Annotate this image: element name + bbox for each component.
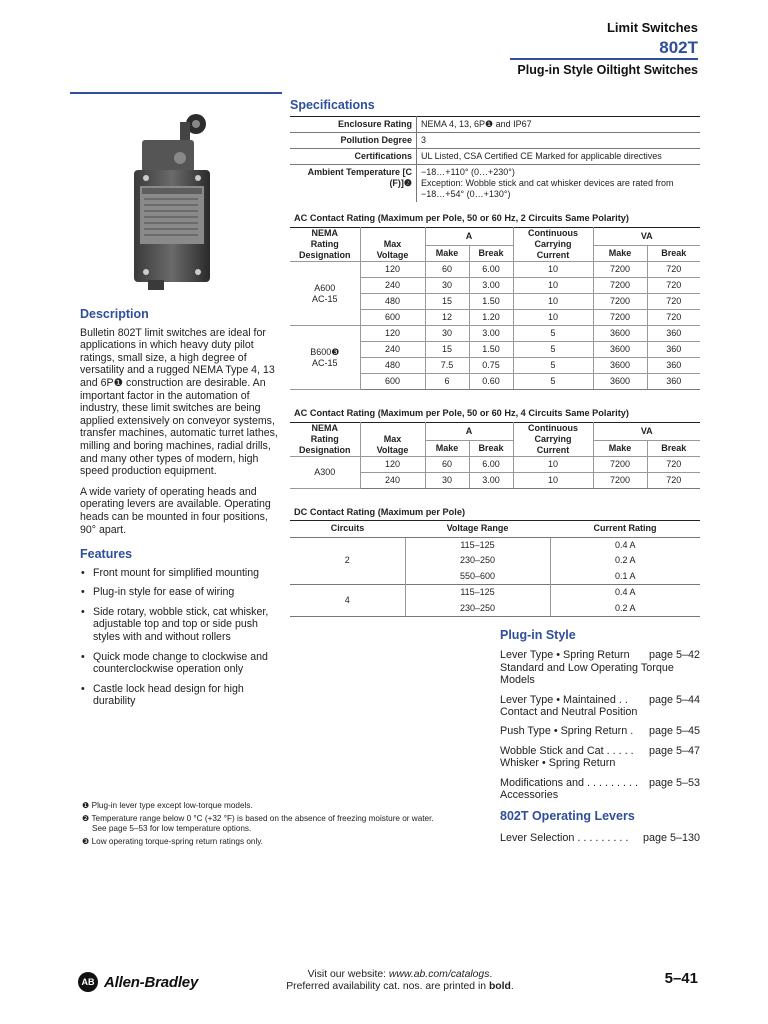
specifications-table (290, 116, 700, 202)
table-row: 600 12 1.20 10 7200 720 (290, 310, 700, 326)
description-paragraph: A wide variety of operating heads and operating levers are available. Operating heads can be mounted in four positions, 90° apart. (80, 485, 271, 536)
specifications-heading: Specifications (290, 98, 375, 112)
col-circuits: Circuits (290, 521, 405, 538)
list-item: • Plug-in style for ease of wiring (80, 586, 280, 599)
header-category: Limit Switches (606, 20, 698, 35)
table-row: 240 30 3.00 10 7200 720 (290, 473, 700, 489)
plugin-style-heading: Plug-in Style (500, 628, 576, 642)
group-a300: A300 (290, 457, 360, 489)
col-break: Break (469, 441, 513, 457)
dc-table (290, 520, 700, 617)
spec-value: 3 (417, 133, 701, 149)
ac4-caption: AC Contact Rating (Maximum per Pole, 50 or 60 Hz, 4 Circuits Same Polarity) (294, 408, 629, 418)
spec-label: Pollution Degree (290, 133, 417, 149)
table-row: 550–600 0.1 A (290, 569, 700, 585)
col-va: VA (593, 228, 700, 246)
list-item: • Side rotary, wobble stick, cat whisker, adjustable top and top or side push styles with and without rollers (80, 606, 280, 644)
table-row: 600 6 0.60 5 3600 360 (290, 374, 700, 390)
spec-row (290, 165, 700, 203)
col-break: Break (647, 246, 700, 262)
description-paragraph: Bulletin 802T limit switches are ideal for applications in which heavy duty pilot ratings, small size, a high degree of versatility and a rugged NEMA Type 4, 13 and 6P❶ construction are desirable. An important factor in the automation of industry, these limit switches are being applied extensively on conveyor systems, transfer machines, automatic turret lathes, milling and boring machines, radial drills, and many other types of modern, high speed production equipment. (80, 326, 278, 478)
brand-name: Allen-Bradley (104, 973, 199, 991)
ac4-table (290, 422, 700, 489)
table-row: 4 115–125 0.4 A (290, 585, 700, 601)
header-subtitle: Plug-in Style Oiltight Switches (517, 63, 698, 77)
spec-row (290, 117, 700, 133)
cross-reference-column (500, 629, 700, 851)
list-item: • Quick mode change to clockwise and counterclockwise operation only (80, 651, 280, 676)
xref-item[interactable]: page 5–130 Lever Selection . . . . . . . . . (500, 831, 700, 844)
group-4-circuits: 4 (290, 585, 405, 617)
col-break: Break (469, 246, 513, 262)
spec-value: NEMA 4, 13, 6P❶ and IP67 (417, 117, 701, 133)
spec-value: UL Listed, CSA Certified CE Marked for applicable directives (417, 149, 701, 165)
allen-bradley-logo (78, 970, 198, 994)
list-item: • Front mount for simplified mounting (80, 567, 280, 580)
ab-logo-icon: AB (78, 972, 98, 992)
header-rule (510, 58, 698, 60)
footnote: ❷ Temperature range below 0 °C (+32 °F) is based on the absence of freezing moisture or water. See page 5–53 for low temperature options. (82, 814, 434, 833)
col-continuous: Continuous Carrying Current (513, 228, 593, 262)
col-max-voltage: Max Voltage (360, 423, 425, 457)
table-row: 230–250 0.2 A (290, 601, 700, 617)
limit-switch-photo (118, 112, 238, 292)
spec-label: Ambient Temperature [C (F)]❷ (290, 165, 417, 203)
footnotes (82, 801, 492, 850)
table-row: 2 115–125 0.4 A (290, 537, 700, 553)
left-column-rule (70, 92, 282, 94)
ac2-caption: AC Contact Rating (Maximum per Pole, 50 or 60 Hz, 2 Circuits Same Polarity) (294, 213, 629, 223)
footer-info: Visit our website: www.ab.com/catalogs. Preferred availability cat. nos. are printed in bold. (286, 969, 514, 992)
xref-item[interactable]: page 5–42 Lever Type • Spring Return Standard and Low Operating Torque Models (500, 649, 700, 687)
col-max-voltage: Max Voltage (360, 228, 425, 262)
list-item: • Castle lock head design for high durability (80, 683, 280, 708)
ac2-table (290, 227, 700, 390)
col-make: Make (593, 246, 647, 262)
operating-levers-heading: 802T Operating Levers (500, 809, 635, 824)
col-nema: NEMA Rating Designation (290, 423, 360, 457)
table-row: 230–250 0.2 A (290, 553, 700, 569)
xref-item[interactable]: page 5–47 Wobble Stick and Cat . . . . . Whisker • Spring Return (500, 744, 700, 770)
col-nema: NEMA Rating Designation (290, 228, 360, 262)
spec-value-line: Exception: Wobble stick and cat whisker devices are rated from (421, 178, 674, 188)
xref-item[interactable]: page 5–44 Lever Type • Maintained . . Contact and Neutral Position (500, 693, 700, 719)
table-row: B600❸ AC-15 120 30 3.00 5 3600 360 (290, 326, 700, 342)
col-a: A (425, 228, 513, 246)
description-column (80, 308, 280, 715)
table-row: A300 120 60 6.00 10 7200 720 (290, 457, 700, 473)
xref-item[interactable]: page 5–53 Modifications and . . . . . . . . . Accessories (500, 776, 700, 802)
col-break: Break (647, 441, 700, 457)
dc-caption: DC Contact Rating (Maximum per Pole) (294, 507, 466, 517)
footnote: ❶ Plug-in lever type except low-torque models. (82, 801, 253, 810)
col-make: Make (425, 441, 469, 457)
footnote: ❸ Low operating torque-spring return ratings only. (82, 837, 264, 846)
col-voltage-range: Voltage Range (405, 521, 550, 538)
website-link[interactable]: www.ab.com/catalogs (388, 969, 490, 980)
dc-header-row (290, 521, 700, 538)
col-make: Make (425, 246, 469, 262)
spec-row (290, 149, 700, 165)
features-list (80, 567, 280, 708)
header-product: 802T (659, 38, 698, 57)
description-heading: Description (80, 307, 149, 321)
col-continuous: Continuous Carrying Current (513, 423, 593, 457)
table-row: A600 AC-15 120 60 6.00 10 7200 720 (290, 262, 700, 278)
col-make: Make (593, 441, 647, 457)
col-current-rating: Current Rating (550, 521, 700, 538)
spec-value-line: −18…+54° (0…+130°) (421, 189, 511, 199)
table-row: 240 30 3.00 10 7200 720 (290, 278, 700, 294)
col-va: VA (593, 423, 700, 441)
table-row: 480 15 1.50 10 7200 720 (290, 294, 700, 310)
spec-value (417, 165, 701, 203)
table-row: 480 7.5 0.75 5 3600 360 (290, 358, 700, 374)
group-a600: A600 AC-15 (290, 262, 360, 326)
group-b600: B600❸ AC-15 (290, 326, 360, 390)
col-a: A (425, 423, 513, 441)
features-heading: Features (80, 547, 133, 562)
spec-label: Enclosure Rating (290, 117, 417, 133)
xref-item[interactable]: page 5–45 Push Type • Spring Return . (500, 725, 700, 738)
page-number: 5–41 (664, 970, 698, 987)
group-2-circuits: 2 (290, 537, 405, 585)
spec-row (290, 133, 700, 149)
spec-label: Certifications (290, 149, 417, 165)
spec-value-line: −18…+110° (0…+230°) (421, 167, 515, 177)
table-row: 240 15 1.50 5 3600 360 (290, 342, 700, 358)
